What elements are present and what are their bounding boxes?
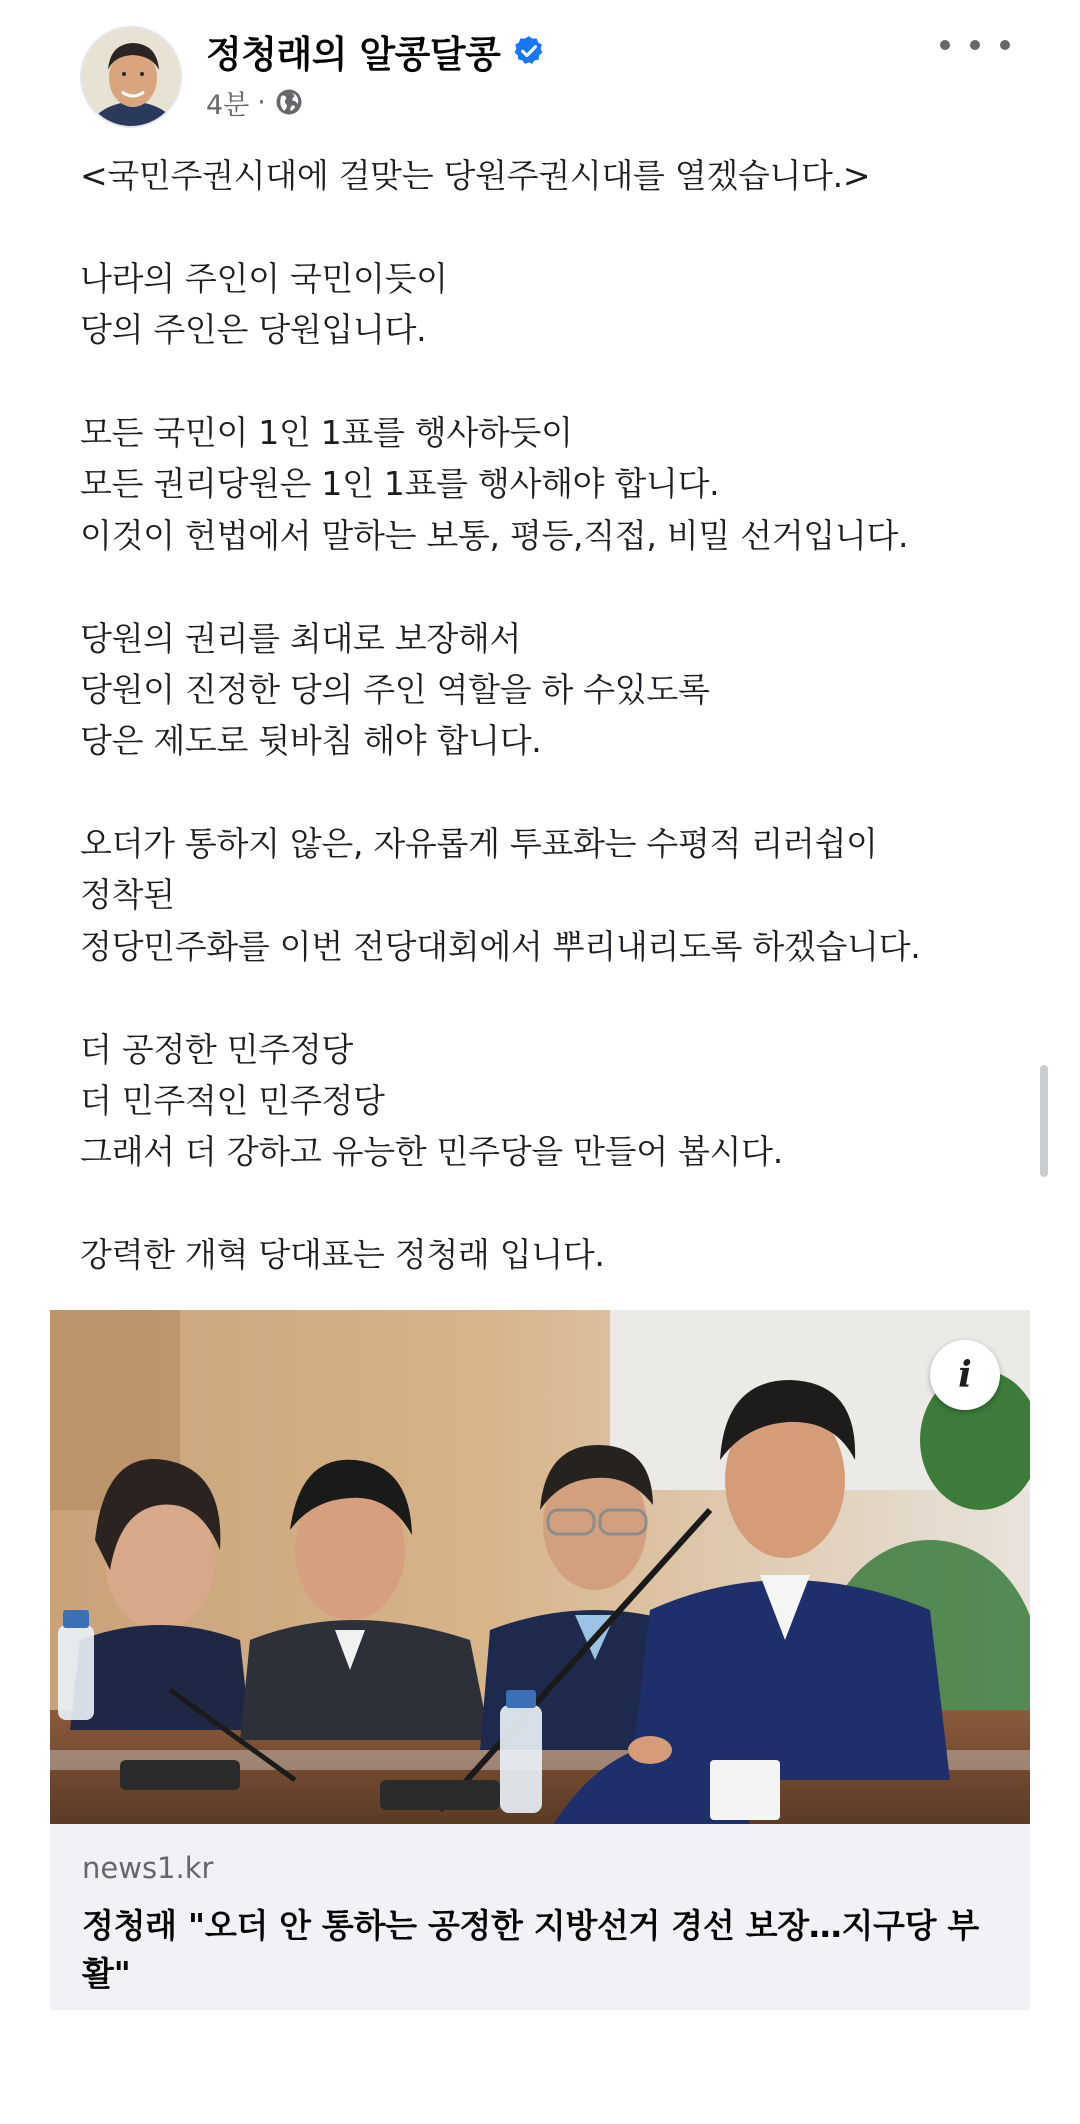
- post-text-line: [80, 1178, 1020, 1229]
- post-text-line: 이것이 헌법에서 말하는 보통, 평등,직접, 비밀 선거입니다.: [80, 515, 909, 555]
- post-text-line: [80, 201, 1020, 252]
- more-options-icon-dot: [970, 40, 980, 50]
- post-text-line: 더 민주적인 민주정당: [80, 1081, 385, 1121]
- link-preview-caption[interactable]: [82, 1844, 1002, 1998]
- scrollbar[interactable]: [1040, 1065, 1048, 1177]
- link-preview-card[interactable]: [50, 1310, 1030, 2010]
- more-options-icon-dot: [940, 40, 950, 50]
- verified-badge-icon: [512, 34, 546, 68]
- post-text-line: 모든 권리당원은 1인 1표를 행사해야 합니다.: [80, 464, 720, 504]
- post-text-line: 더 공정한 민주정당: [80, 1029, 354, 1069]
- post-text-line: 강력한 개혁 당대표는 정청래 입니다.: [80, 1235, 605, 1275]
- post-text-line: 정착된: [80, 875, 175, 915]
- post-text-line: [80, 356, 1020, 407]
- post-text-line: 당원이 진정한 당의 주인 역할을 하 수있도록: [80, 669, 710, 709]
- post-text-line: <국민주권시대에 걸맞는 당원주권시대를 열겠습니다.>: [80, 156, 871, 195]
- post-text-line: [80, 767, 1020, 818]
- info-button[interactable]: i: [930, 1340, 1000, 1410]
- post-text-line: [80, 561, 1020, 612]
- news-photo: [50, 1310, 1030, 1824]
- post-text-line: 당원의 권리를 최대로 보장해서: [80, 618, 522, 658]
- post-text-line: 모든 국민이 1인 1표를 행사하듯이: [80, 412, 573, 452]
- post-body: [80, 150, 1020, 1281]
- meta-separator: ·: [257, 86, 266, 118]
- post-text-line: 당의 주인은 당원입니다.: [80, 310, 427, 350]
- link-title[interactable]: 정청래 "오더 안 통하는 공정한 지방선거 경선 보장…지구당 부활": [82, 1906, 979, 1993]
- post-text-line: 그래서 더 강하고 유능한 민주당을 만들어 봅시다.: [80, 1132, 783, 1172]
- post-text-line: [80, 972, 1020, 1023]
- page-name[interactable]: 정청래의 알콩달콩: [206, 33, 501, 76]
- post-text-line: 오더가 통하지 않은, 자유롭게 투표화는 수평적 리러쉽이: [80, 824, 878, 864]
- avatar-photo: [82, 28, 182, 128]
- post-header: [0, 0, 1080, 140]
- page-name-row: [206, 24, 546, 78]
- more-options-icon-dot: [1000, 40, 1010, 50]
- post-meta: [206, 82, 304, 122]
- post-time[interactable]: 4분: [206, 89, 250, 121]
- more-options-button[interactable]: [940, 22, 1010, 68]
- avatar[interactable]: [80, 26, 182, 128]
- post-text-line: 정당민주화를 이번 전당대회에서 뿌리내리도록 하겠습니다.: [80, 926, 921, 966]
- post-text-line: 당은 제도로 뒷바침 해야 합니다.: [80, 721, 542, 761]
- globe-icon: [274, 87, 304, 117]
- post-text-line: 나라의 주인이 국민이듯이: [80, 258, 448, 298]
- link-preview-image[interactable]: [50, 1310, 1030, 1824]
- link-domain: news1.kr: [82, 1851, 214, 1885]
